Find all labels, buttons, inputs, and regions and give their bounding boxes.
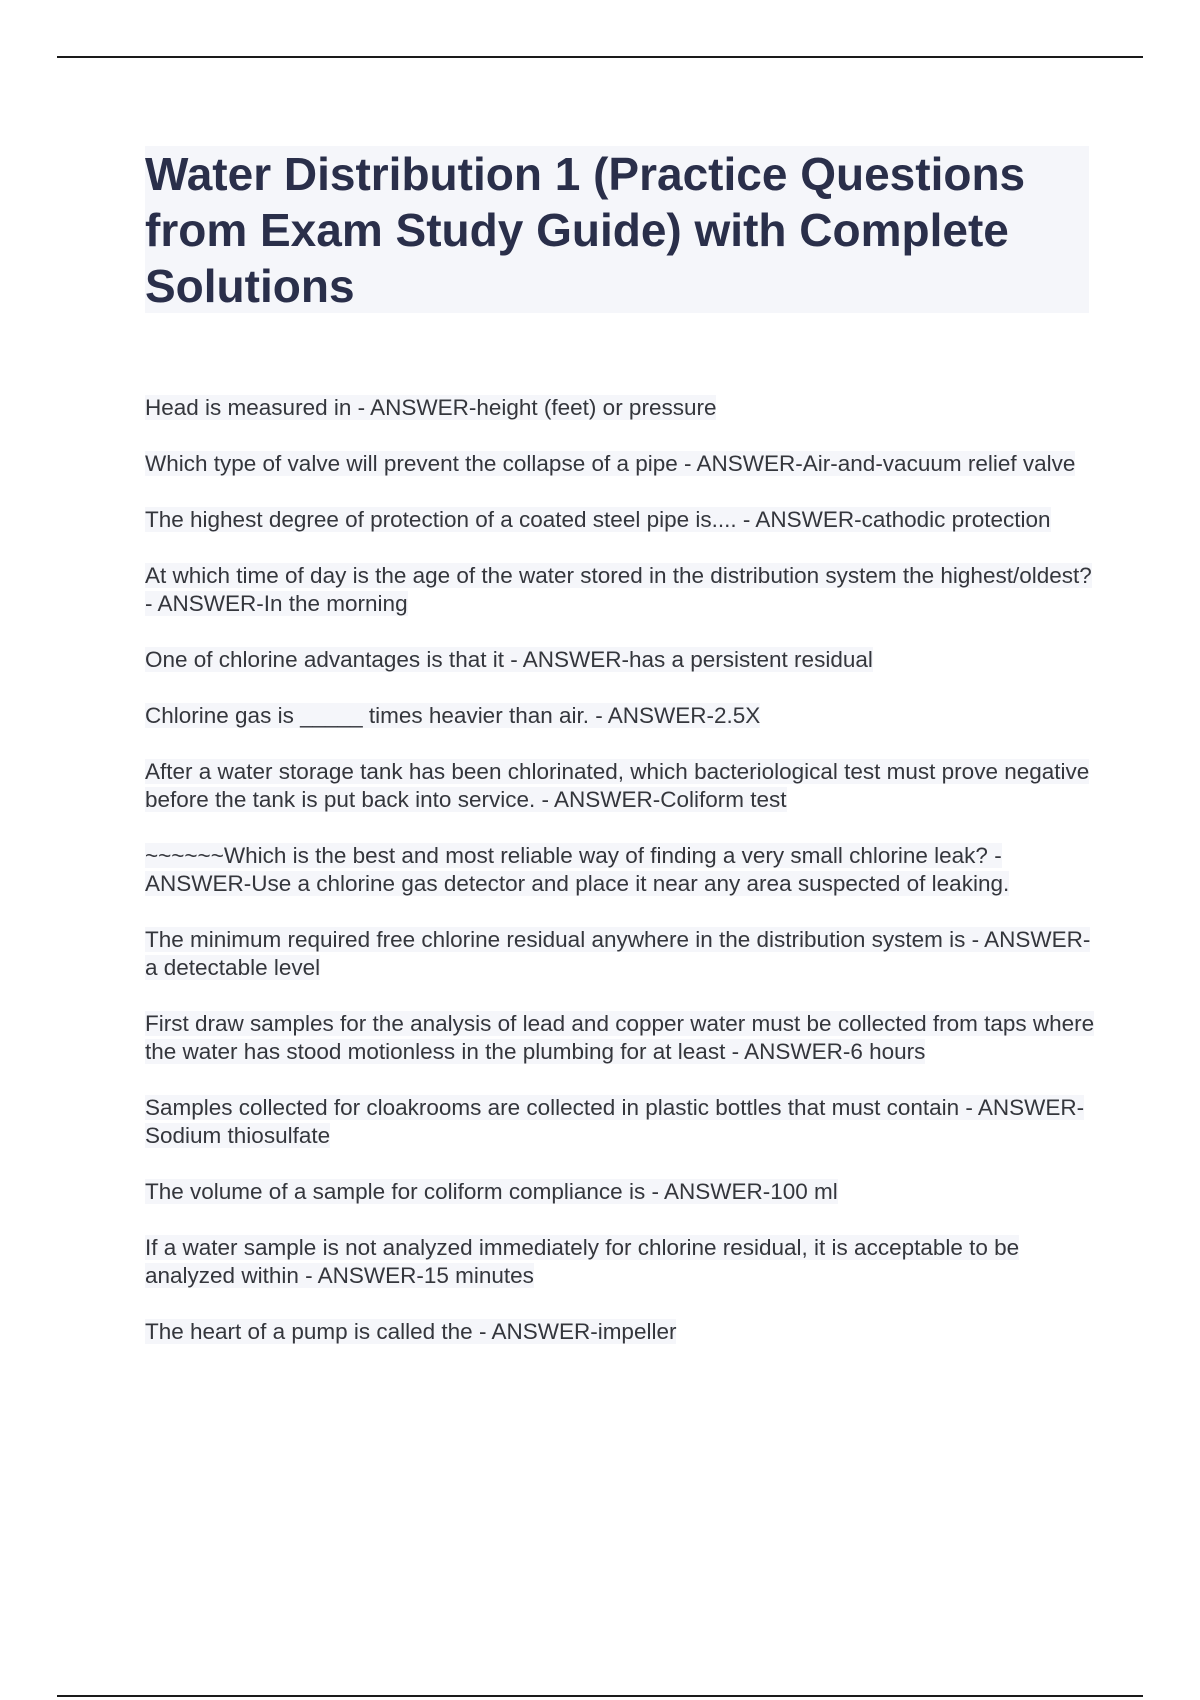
qa-item: The volume of a sample for coliform compliance is - ANSWER-100 ml	[145, 1179, 838, 1204]
qa-item: Chlorine gas is _____ times heavier than air. - ANSWER-2.5X	[145, 703, 761, 728]
qa-item: The heart of a pump is called the - ANSWER-impeller	[145, 1319, 677, 1344]
title-block	[145, 146, 1089, 313]
qa-item: One of chlorine advantages is that it - ANSWER-has a persistent residual	[145, 647, 873, 672]
qa-item: At which time of day is the age of the water stored in the distribution system the highest/oldest? - ANSWER-In the morning	[145, 563, 1092, 616]
qa-list	[145, 394, 1095, 1374]
qa-item: If a water sample is not analyzed immediately for chlorine residual, it is acceptable to be analyzed within - ANSWER-15 minutes	[145, 1235, 1020, 1288]
qa-item: After a water storage tank has been chlorinated, which bacteriological test must prove negative before the tank is put back into service. - ANSWER-Coliform test	[145, 759, 1090, 812]
qa-item: Samples collected for cloakrooms are collected in plastic bottles that must contain - ANSWER-Sodium thiosulfate	[145, 1095, 1085, 1148]
bottom-rule	[57, 1695, 1143, 1697]
qa-item: Which type of valve will prevent the collapse of a pipe - ANSWER-Air-and-vacuum relief valve	[145, 451, 1076, 476]
qa-item: The highest degree of protection of a coated steel pipe is.... - ANSWER-cathodic protection	[145, 507, 1051, 532]
qa-item: The minimum required free chlorine residual anywhere in the distribution system is - ANSWER-a detectable level	[145, 927, 1091, 980]
qa-item: Head is measured in - ANSWER-height (feet) or pressure	[145, 395, 717, 420]
document-title: Water Distribution 1 (Practice Questions from Exam Study Guide) with Complete Solutions	[145, 148, 1026, 312]
qa-item: First draw samples for the analysis of lead and copper water must be collected from taps where the water has stood motionless in the plumbing for at least - ANSWER-6 hours	[145, 1011, 1095, 1064]
top-rule	[57, 56, 1143, 58]
qa-item: ~~~~~~Which is the best and most reliable way of finding a very small chlorine leak? - ANSWER-Use a chlorine gas detector and place it near any area suspected of leaking.	[145, 843, 1010, 896]
